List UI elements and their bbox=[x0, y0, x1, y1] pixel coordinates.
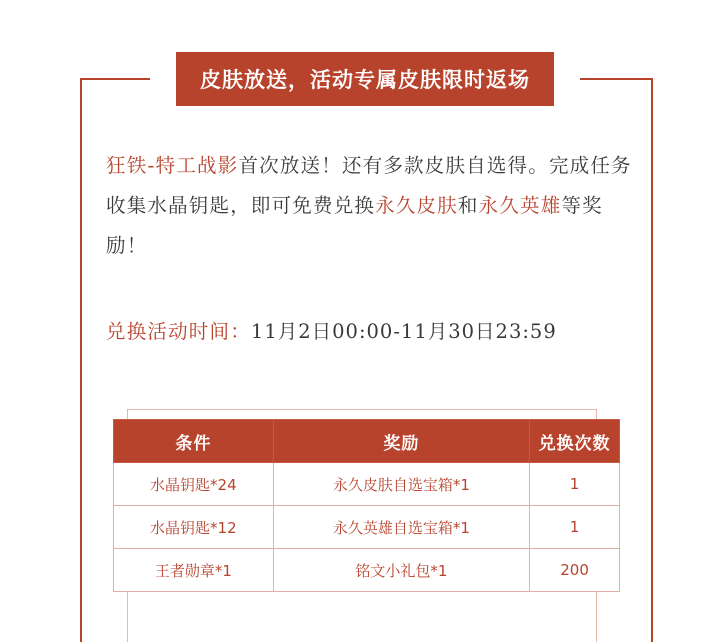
table-row bbox=[114, 549, 620, 592]
reward-table bbox=[113, 419, 620, 592]
exchange-time bbox=[106, 316, 557, 348]
cell-count: 1 bbox=[530, 463, 620, 506]
exchange-time-value: 11月2日00:00-11月30日23:59 bbox=[250, 320, 557, 343]
header-exchange-count: 兑换次数 bbox=[530, 420, 620, 463]
permanent-skin-highlight: 永久皮肤 bbox=[375, 194, 458, 217]
intro-text-2: 和 bbox=[457, 194, 479, 217]
header-condition: 条件 bbox=[114, 420, 274, 463]
cell-condition: 水晶钥匙*12 bbox=[114, 506, 274, 549]
cell-reward: 永久英雄自选宝箱*1 bbox=[273, 506, 529, 549]
section-banner bbox=[176, 52, 554, 106]
cell-reward: 永久皮肤自选宝箱*1 bbox=[273, 463, 529, 506]
intro-text-1: 首次放送！还有多款皮肤自选得。完成任务收集水晶钥匙，即可免费兑换 bbox=[106, 154, 632, 217]
cell-reward: 铭文小礼包*1 bbox=[273, 549, 529, 592]
intro-text-3: 等奖励！ bbox=[106, 194, 603, 257]
cell-count: 200 bbox=[530, 549, 620, 592]
table-row bbox=[114, 506, 620, 549]
cell-count: 1 bbox=[530, 506, 620, 549]
permanent-hero-highlight: 永久英雄 bbox=[478, 194, 562, 217]
intro-paragraph bbox=[106, 146, 636, 266]
exchange-time-label: 兑换活动时间： bbox=[106, 320, 251, 343]
header-reward: 奖励 bbox=[273, 420, 529, 463]
cell-condition: 水晶钥匙*24 bbox=[114, 463, 274, 506]
table-row bbox=[114, 463, 620, 506]
skin-name-highlight: 狂铁-特工战影 bbox=[106, 154, 239, 177]
table-header-row bbox=[114, 420, 620, 463]
banner-title: 皮肤放送，活动专属皮肤限时返场 bbox=[200, 68, 530, 92]
cell-condition: 王者勋章*1 bbox=[114, 549, 274, 592]
reward-table-container bbox=[113, 419, 620, 592]
